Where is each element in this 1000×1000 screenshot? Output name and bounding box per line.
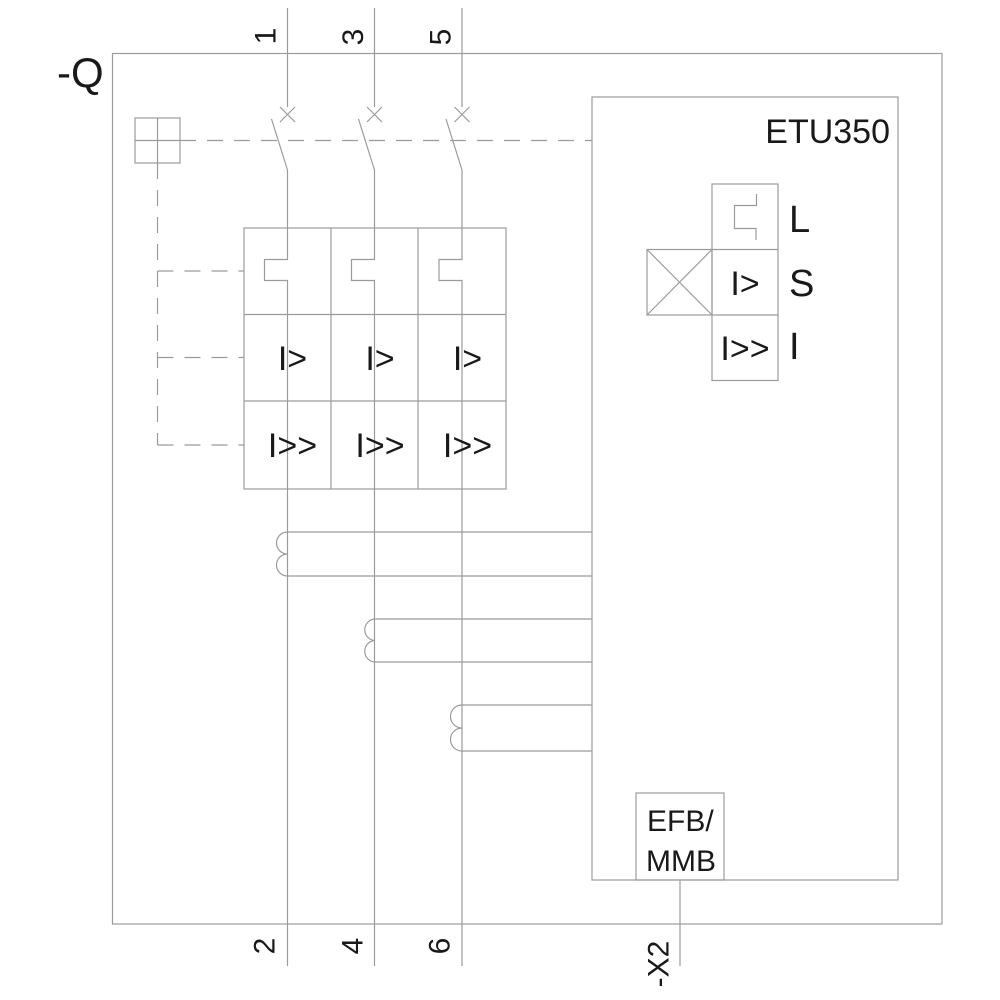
pole3-switch-blade-icon [446, 119, 462, 170]
pole2-switch-blade-icon [359, 119, 375, 170]
terminal-label-5: 5 [424, 28, 458, 46]
pole1-breaker-contact-x-icon [280, 107, 295, 122]
crossed-box-diagonals [647, 250, 712, 316]
trip-unit-box [592, 97, 898, 880]
pole2-ct-coils [365, 619, 375, 662]
trip-unit-outline [592, 97, 898, 880]
pole3-ct-secondary-lines [462, 705, 592, 751]
inverse-time-curve-icon [735, 194, 757, 240]
pole3-breaker-contact-x-icon [455, 107, 470, 122]
terminal-label-3: 3 [337, 28, 370, 46]
overload-symbol-1: I> [277, 340, 308, 378]
pole-3 [439, 8, 592, 966]
pole3-conductor-with-trip-jog [439, 170, 462, 966]
trip-element-matrix [244, 228, 506, 489]
trip-unit-label: ETU350 [765, 113, 890, 151]
pole2-current-transformer-icon [365, 619, 592, 662]
short-circuit-symbol-2: I>> [355, 427, 405, 465]
short-circuit-symbol-1: I>> [267, 427, 318, 465]
pole1-switch-blade-icon [272, 119, 288, 170]
pole1-current-transformer-icon [277, 532, 593, 576]
terminal-label-2: 2 [248, 937, 282, 955]
terminal-label-4: 4 [336, 937, 370, 955]
function-letter-l: L [789, 199, 811, 241]
function-letter-i: I [789, 326, 800, 368]
function-stack [647, 184, 814, 381]
function-i-symbol: I>> [720, 330, 770, 368]
terminal-label-1: 1 [249, 27, 283, 45]
operating-mechanism-icon [135, 118, 180, 163]
module-label-line1: EFB/ [647, 805, 714, 838]
pole1-conductor-with-trip-jog [265, 170, 288, 966]
pole1-ct-coils [277, 532, 288, 576]
pole2-breaker-contact-x-icon [367, 107, 382, 122]
short-circuit-symbol-3: I>> [442, 427, 493, 465]
device-label: -Q [57, 49, 104, 96]
efb-mmb-module-box [636, 793, 724, 880]
pole3-ct-coils [451, 705, 463, 751]
overload-symbol-2: I> [365, 340, 395, 378]
pole-1 [265, 8, 593, 966]
pole2-ct-secondary-lines [375, 619, 593, 662]
overload-symbol-3: I> [452, 340, 483, 378]
mechanism-cross-lines [135, 118, 180, 163]
pole-2 [352, 8, 593, 966]
aux-terminal-label: -X2 [642, 940, 676, 988]
function-letter-s: S [789, 263, 815, 305]
module-label-line2: MMB [646, 845, 716, 878]
terminal-label-6: 6 [423, 937, 457, 955]
device-outline-box [113, 54, 943, 925]
function-s-symbol: I> [730, 265, 760, 303]
pole1-ct-secondary-lines [288, 532, 593, 576]
pole2-conductor-with-trip-jog [352, 170, 375, 966]
pole3-current-transformer-icon [451, 705, 593, 751]
